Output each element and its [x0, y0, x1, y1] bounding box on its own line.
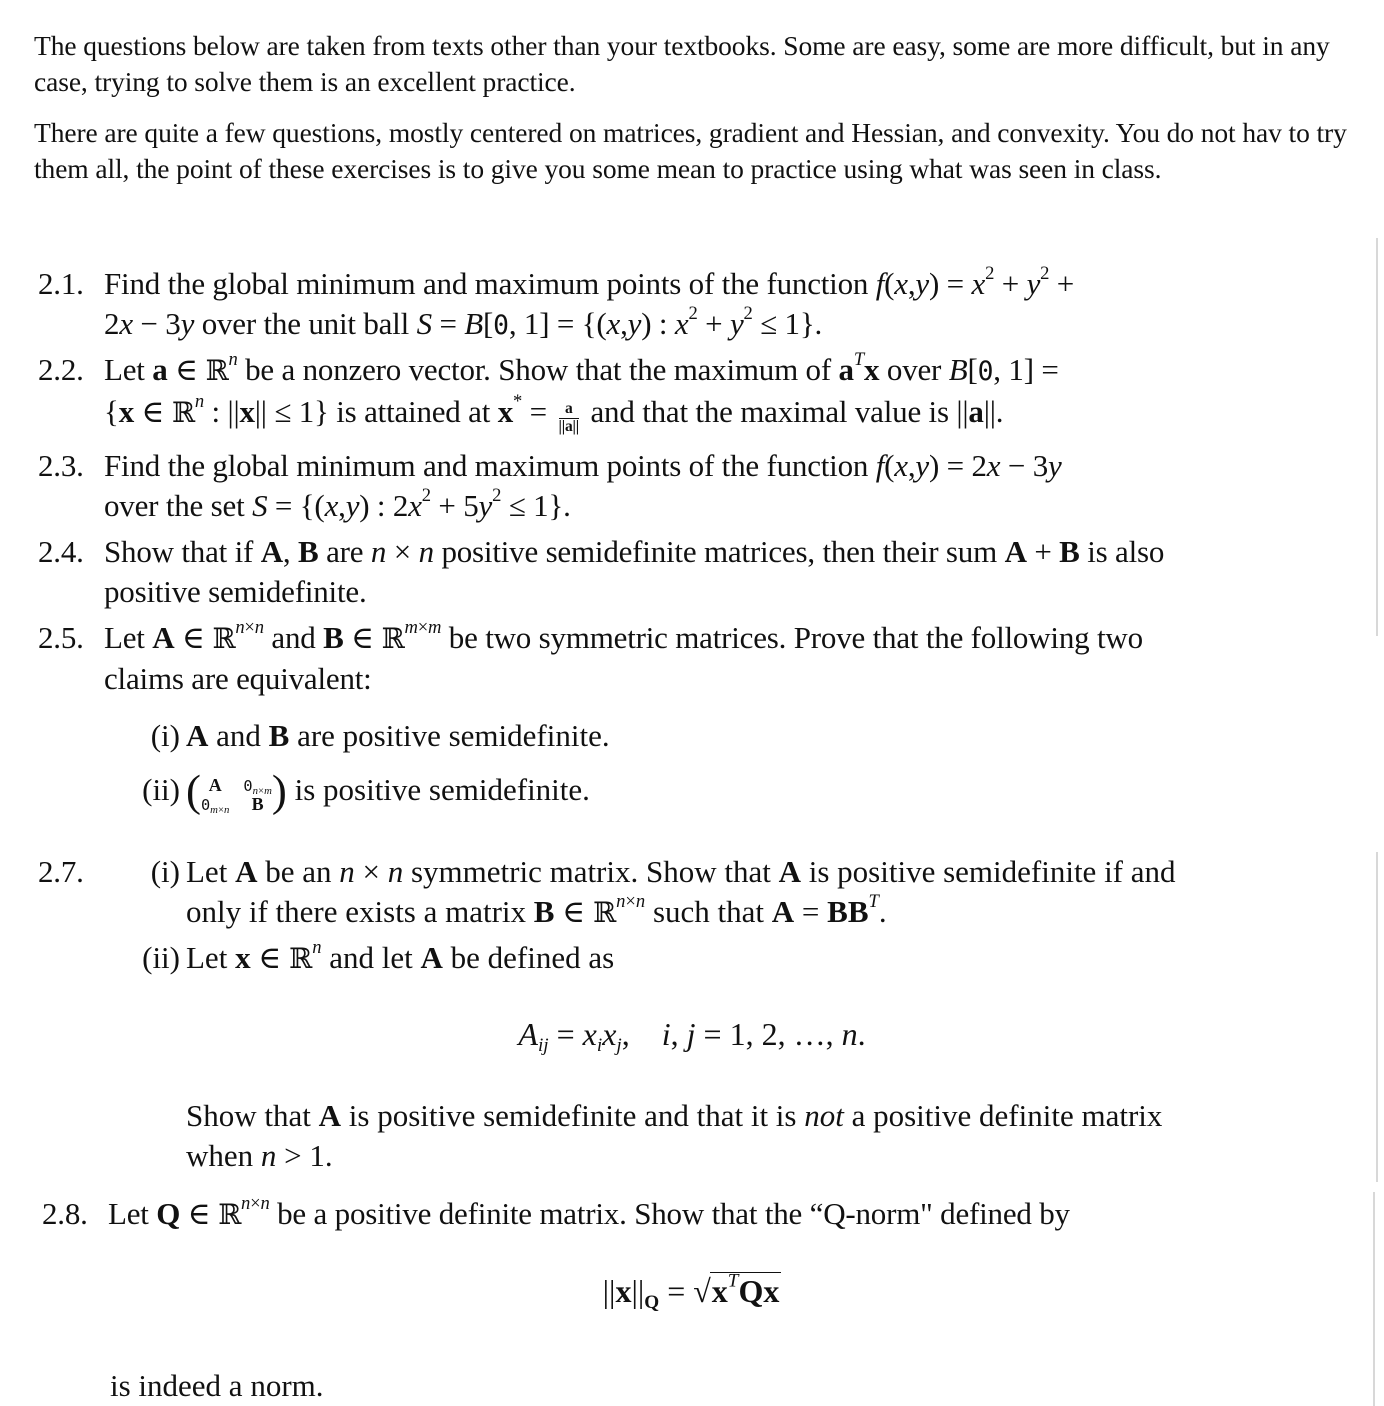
part-ii-task: Show that A is positive semidefinite and that it is not a positive definite matrix when n > 1.	[186, 1098, 1163, 1173]
question-text: be a positive definite matrix. Show that the “Q-norm" defined by	[277, 1196, 1070, 1231]
question-text: and that the maximal value is	[590, 394, 949, 429]
question-text: Let	[104, 352, 145, 387]
question-body: Find the global minimum and maximum points of the function $f(x,y) = x^2 + y^2$ + 2x − 3y over the unit ball S = B[0, 1] = {(x,y) : $x^2 + y^2 \le 1$}.	[104, 263, 1075, 341]
intro-paragraph-1: The questions below are taken from texts other than your textbooks. Some are easy, some are more difficult, but in any case, trying to solve them is an excellent practice.	[34, 30, 1330, 97]
question-number: 2.4.	[38, 534, 84, 569]
part-text: is positive semidefinite and that it is	[348, 1098, 797, 1133]
question-number: 2.7.	[38, 854, 84, 889]
claim-label: (i)	[150, 718, 180, 753]
question-number: 2.3.	[38, 448, 84, 483]
part-text: and let	[329, 940, 413, 975]
part-text: Show that	[186, 1098, 311, 1133]
question-text: over	[886, 352, 942, 387]
part-text: such that	[652, 894, 765, 929]
matrix-definition-equation: $A_{ij} = x_ix_j$, i, j = 1, 2, …, n.	[518, 1016, 866, 1056]
question-text: Find the global minimum and maximum points of the function	[104, 266, 869, 301]
question-body: Find the global minimum and maximum points of the function f(x,y) = 2x − 3y over the set S = {(x,y) : $2x^2 + 5y^2 \le 1$}.	[104, 448, 1062, 523]
emphasis: not	[804, 1098, 844, 1133]
claim-text: are positive semidefinite.	[297, 718, 610, 753]
question-body: Show that if A, B are n × n positive semidefinite matrices, then their sum A + B is also positive semidefinite.	[104, 534, 1165, 609]
part-label: (i)	[150, 854, 180, 889]
question-text: Show that if	[104, 534, 254, 569]
part-text: Let	[186, 940, 228, 975]
question-body: Let A ∈ ℝ$^{n\times n}$ and B ∈ ℝ$^{m\times m}$ be two symmetric matrices. Prove that the following two claims are equivalent:	[104, 617, 1143, 696]
question-text: and	[271, 620, 316, 655]
question-body: Let a ∈ ℝ$^n$ be a nonzero vector. Show that the maximum of $a^Tx$ over B[0, 1] = {x ∈ ℝ$^n$ : ||x|| ≤ 1} is attained at x* = $\frac{a}{||a||}$ and that the maximal value is ||a||.	[104, 349, 1059, 435]
claim-text: and	[216, 718, 261, 753]
question-number: 2.8.	[42, 1196, 88, 1231]
scroll-rule	[1376, 238, 1378, 636]
part-text: be an	[265, 854, 332, 889]
question-number: 2.1.	[38, 266, 84, 301]
claim-text: is positive semidefinite.	[294, 772, 590, 807]
question-text: is also positive semidefinite.	[104, 534, 1165, 609]
intro-paragraph-2: There are quite a few questions, mostly centered on matrices, gradient and Hessian, and convexity. You do not hav to try them all, the point of these exercises is to give you some mean to practice using what was seen in class.	[34, 117, 1347, 184]
question-text: are	[326, 534, 364, 569]
question-text: over the set	[104, 488, 245, 523]
question-text: Find the global minimum and maximum points of the function	[104, 448, 869, 483]
question-body: Let Q ∈ ℝ$^{n\times n}$ be a positive definite matrix. Show that the “Q-norm" defined by	[108, 1193, 1070, 1231]
part-label: (ii)	[142, 940, 180, 975]
question-text: be a nonzero vector. Show that the maximum of	[245, 352, 831, 387]
question-text: positive semidefinite matrices, then their sum	[441, 534, 998, 569]
question-number: 2.2.	[38, 352, 84, 387]
question-text: over the unit ball	[201, 306, 410, 341]
part-text: be defined as	[450, 940, 615, 975]
part-text: symmetric matrix. Show that	[410, 854, 771, 889]
q-norm-equation: $||x||_Q = √x^TQx$	[602, 1270, 780, 1313]
claim-label: (ii)	[142, 772, 180, 807]
question-text: be two symmetric matrices. Prove that the following two claims are equivalent:	[104, 620, 1143, 696]
question-text: Let	[104, 620, 145, 655]
question-number: 2.5.	[38, 620, 84, 655]
question-2-8-conclusion: is indeed a norm.	[110, 1368, 324, 1403]
block-matrix: ( A $0_{n\times m}$ $0_{m\times n}$ B )	[186, 765, 287, 817]
question-text: Let	[108, 1196, 149, 1231]
part-text: Let	[186, 854, 228, 889]
part-text: is positive semidefinite if and only if there exists a matrix	[186, 854, 1176, 929]
part-text: a positive definite matrix when	[186, 1098, 1163, 1173]
